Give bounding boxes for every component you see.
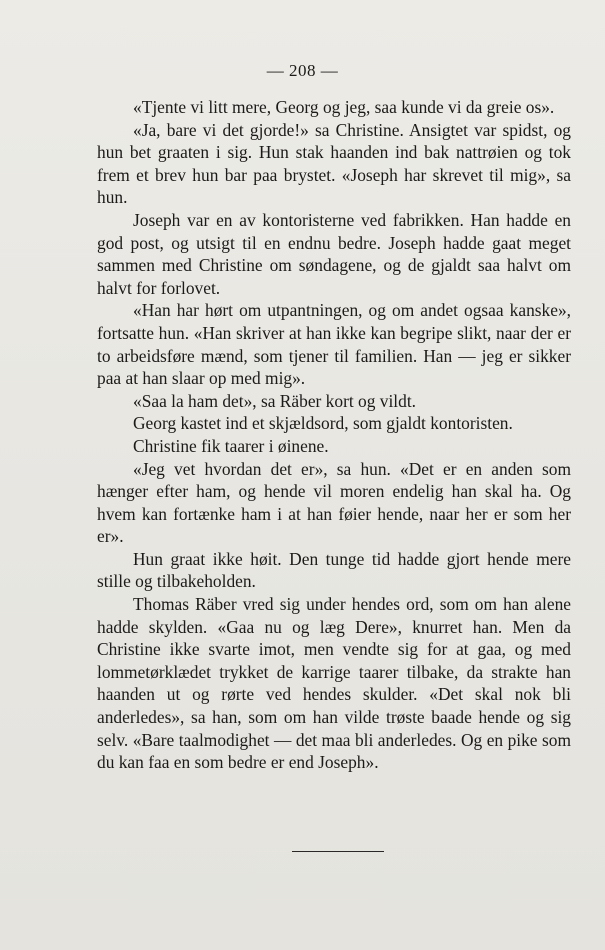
paragraph: Georg kastet ind et skjældsord, som gjaldt kontoristen. xyxy=(133,413,513,434)
paragraph: «Jeg vet hvordan det er», sa hun. «Det er en anden som hænger efter ham, og hende vil moren endelig han skal ha. Og hvem kan fortænke ham i at han føier hende, naar her er som her er». xyxy=(97,458,571,547)
paragraph: Thomas Räber vred sig under hendes ord, som om han alene hadde skylden. «Gaa nu og læg Dere», knurret han. Men da Christine ikke svarte imot, men vendte sig for at gaa, og med lommetørklædet trykket de karrige taarer tilbake, da strakte han haanden ut og rørte ved hendes skulder. «Det skal nok bli anderledes», sa han, som om han vilde trøste baade hende og sig selv. «Bare taalmodighet — det maa bli anderledes. Og en pike som du kan faa en som bedre er end Joseph». xyxy=(97,594,571,773)
body-text xyxy=(97,96,571,774)
paragraph: Joseph var en av kontoristerne ved fabrikken. Han hadde en god post, og utsigt til en endnu bedre. Joseph hadde gaat meget sammen med Christine om søndagene, og de gjaldt saa halvt om halvt for forlovet. xyxy=(97,209,571,298)
paragraph: Christine fik taarer i øinene. xyxy=(133,435,329,456)
paragraph: «Ja, bare vi det gjorde!» sa Christine. Ansigtet var spidst, og hun bet graaten i sig. Hun stak haanden ind bak nattrøien og tok frem et brev hun bar paa brystet. «Joseph har skrevet til mig», sa hun. xyxy=(97,119,571,208)
section-divider xyxy=(292,851,384,852)
paragraph: Hun graat ikke høit. Den tunge tid hadde gjort hende mere stille og tilbakeholden. xyxy=(97,548,571,592)
page-number: — 208 — xyxy=(266,61,339,80)
paragraph: «Saa la ham det», sa Räber kort og vildt. xyxy=(133,390,417,411)
paragraph: «Han har hørt om utpantningen, og om andet ogsaa kanske», fortsatte hun. «Han skriver at han ikke kan begripe slikt, naar der er to arbeidsføre mænd, som tjener til familien. Han — jeg er sikker paa at han slaar op med mig». xyxy=(97,300,571,389)
paragraph: «Tjente vi litt mere, Georg og jeg, saa kunde vi da greie os». xyxy=(133,97,555,117)
